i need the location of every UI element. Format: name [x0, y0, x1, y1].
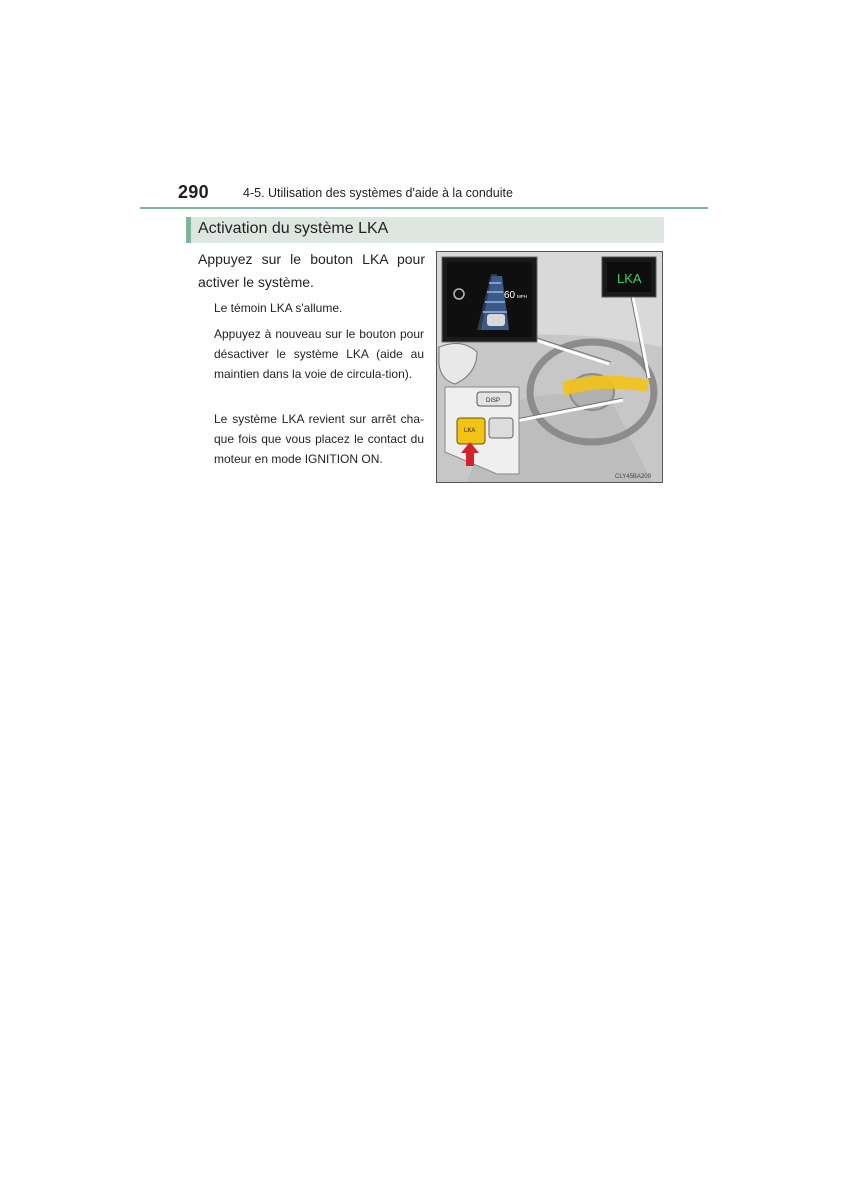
note-indicator-on: Le témoin LKA s'allume.: [214, 301, 343, 315]
display-unit: MPH: [517, 294, 527, 299]
lka-indicator-label: LKA: [617, 271, 642, 286]
header-rule: [140, 207, 708, 209]
figure-code: CLY45BA209: [615, 474, 651, 480]
section-reference: 4-5. Utilisation des systèmes d'aide à la conduite: [243, 186, 513, 200]
disp-button-label: DISP: [486, 398, 501, 404]
intro-text: Appuyez sur le bouton LKA pour activer le système.: [198, 251, 425, 290]
section-heading-accent: [186, 217, 191, 243]
display-speed: 60: [504, 290, 516, 301]
section-title: Activation du système LKA: [198, 220, 389, 237]
lka-illustration: [436, 251, 663, 483]
note-ignition-reset: Le système LKA revient sur arrêt cha-que fois que vous placez le contact du moteur en mode IGNITION ON.: [214, 412, 424, 466]
page-number: 290: [178, 182, 209, 202]
note-deactivate: Appuyez à nouveau sur le bouton pour désactiver le système LKA (aide au maintien dans la voie de circula-tion).: [214, 327, 424, 381]
lka-button-label: LKA: [464, 428, 476, 434]
